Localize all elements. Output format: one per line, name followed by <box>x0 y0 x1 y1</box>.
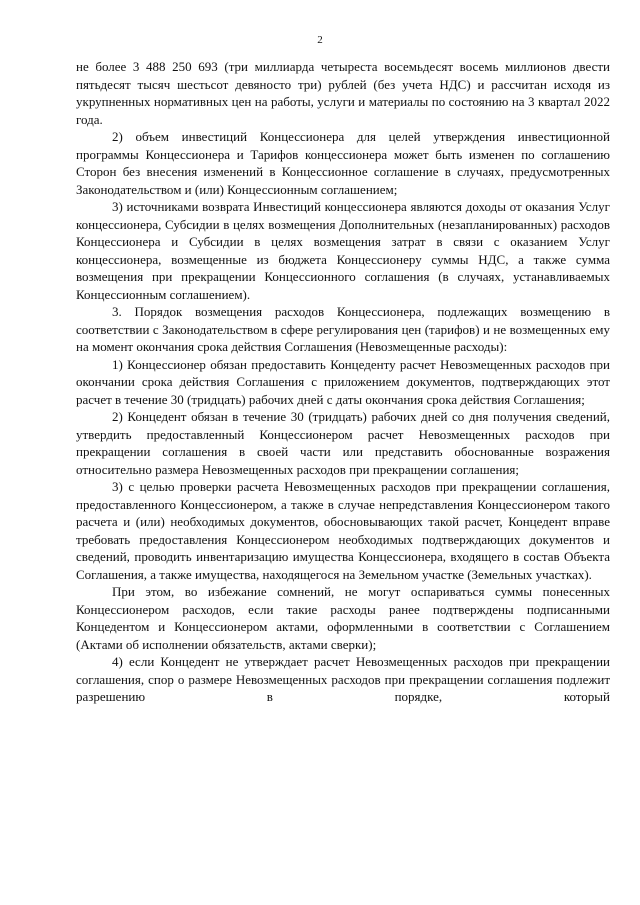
paragraph-disputes-note: При этом, во избежание сомнений, не могут оспариваться суммы понесенных Концессионером расходов, если такие расходы ранее подтверждены подписанными Концедентом и Концессионером актами, оформленными в соответствии с Соглашением (Актами об исполнении обязательств, актами сверки); <box>76 584 610 652</box>
page-number: 2 <box>317 34 323 46</box>
paragraph-section-3-heading: 3. Порядок возмещения расходов Концессионера, подлежащих возмещению в соответствии с Законодательством в сфере регулирования цен (тарифов) и не возмещенных ему на момент окончания срока действия Соглашения (Невозмещенные расходы): <box>76 304 610 354</box>
paragraph-item-2-investment-volume: 2) объем инвестиций Концессионера для целей утверждения инвестиционной программы Концессионера и Тарифов концессионера может быть изменен по соглашению Сторон без внесения изменений в Концессионное соглашение в случаях, предусмотренных Законодательством и (или) Концессионным соглашением; <box>76 129 610 197</box>
paragraph-section-3-item-1: 1) Концессионер обязан предоставить Концеденту расчет Невозмещенных расходов при окончании срока действия Соглашения с приложением документов, подтверждающих этот расчет в течение 30 (тридцать) рабочих дней с даты окончания срока действия Соглашения; <box>76 356 610 407</box>
paragraph-section-3-item-3: 3) с целью проверки расчета Невозмещенных расходов при прекращении соглашения, предоставленного Концессионером, а также в случае непредставления Концессионером такого расчета и (или) необходимых документов, обосновывающих такой расчет, Концедент вправе требовать предоставления Концессионером необходимых подтверждающих документов и сведений, проводить инвентаризацию имущества Концессионера, входящего в состав Объекта Соглашения, а также имущества, находящегося на Земельном участке (Земельных участках). <box>76 479 610 582</box>
document-body <box>76 58 610 706</box>
paragraph-section-3-item-4: 4) если Концедент не утверждает расчет Невозмещенных расходов при прекращении соглашения, спор о размере Невозмещенных расходов при прекращении соглашения подлежит разрешению в порядке, который <box>76 654 610 704</box>
paragraph-continuation: не более 3 488 250 693 (три миллиарда четыреста восемьдесят восемь миллионов двести пятьдесят тысяч шестьсот девяносто три) рублей (без учета НДС) и рассчитан исходя из укрупненных нормативных цен на работы, услуги и материалы по состоянию на 3 квартал 2022 года. <box>76 59 610 127</box>
paragraph-item-3-return-sources: 3) источниками возврата Инвестиций концессионера являются доходы от оказания Услуг концессионера, Субсидии в целях возмещения Дополнительных (незапланированных) расходов Концессионера и Субсидии в целях возмещения затрат в связи с оказанием Услуг концессионера, возмещенные из бюджета Концессионеру суммы НДС, а также сумма возмещения при прекращении Концессионного соглашения (в случаях, устанавливаемых Концессионным соглашением). <box>76 199 610 302</box>
paragraph-section-3-item-2: 2) Концедент обязан в течение 30 (тридцать) рабочих дней со дня получения сведений, утвердить предоставленный Концессионером расчет Невозмещенных расходов при прекращении соглашения в своей части или представить обоснованные возражения относительно размера Невозмещенных расходов при прекращении соглашения; <box>76 409 610 477</box>
